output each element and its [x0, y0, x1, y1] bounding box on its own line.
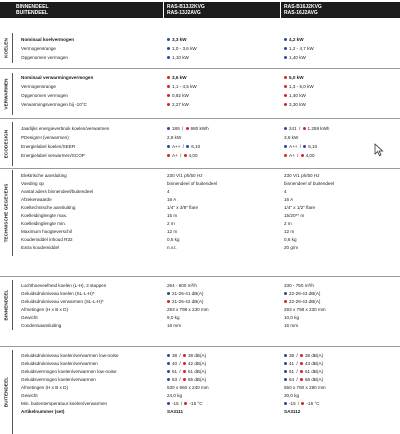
row-value-1: 15 m — [167, 213, 178, 218]
row-label: Artikelnummer (set) — [21, 409, 65, 414]
row-value-1: 1,10 kW — [167, 54, 189, 62]
heating-dot-icon — [186, 127, 189, 130]
table-row — [0, 236, 400, 244]
table-row — [0, 282, 400, 290]
table-row — [0, 228, 400, 236]
header-col1-line1: BINNENDEEL — [16, 4, 49, 10]
row-value-2: 64 / 66 dB(A) — [284, 376, 323, 384]
cooling-dot-icon — [167, 145, 170, 148]
row-value-1: 3,6 kW — [167, 74, 187, 82]
heating-dot-icon — [284, 154, 287, 157]
row-value-2: 2 m — [284, 221, 292, 226]
cooling-dot-icon — [303, 145, 306, 148]
table-row — [0, 45, 400, 53]
table-row — [0, 152, 400, 160]
table-row — [0, 134, 400, 142]
cooling-dot-icon — [284, 292, 287, 295]
cooling-dot-icon — [284, 56, 287, 59]
row-value-2: 5,0 kW — [284, 74, 304, 82]
table-row — [0, 360, 400, 368]
row-label: Geluidsdrukniveau koelen/verwarmen — [21, 361, 98, 366]
row-label: Verwarmingsvermogen bij -10°C — [21, 102, 87, 107]
row-value-2: 16 A — [284, 197, 294, 202]
row-value-2: A++ / 6,10 — [284, 143, 317, 151]
row-label: Gewicht — [21, 393, 38, 398]
row-value-1: 2 m — [167, 221, 175, 226]
cooling-dot-icon — [284, 402, 287, 405]
heating-dot-icon — [183, 370, 186, 373]
cooling-dot-icon — [167, 354, 170, 357]
row-value-1: 4 — [167, 189, 170, 194]
row-label: Nominaal verwarmingsvermogen — [21, 75, 94, 80]
row-value-2: 41 / 43 dB(A) — [284, 360, 323, 368]
row-value-1: 1,0 - 3,6 kW — [167, 45, 197, 53]
row-value-1: 24,0 kg — [167, 393, 183, 398]
row-value-1: 1,1 - 4,5 kW — [167, 83, 197, 91]
table-row — [0, 368, 400, 376]
row-label: Vermogensrange — [21, 84, 56, 89]
table-row — [0, 408, 400, 416]
table-row — [0, 125, 400, 133]
table-row — [0, 244, 400, 252]
section-technische-gegevens — [0, 170, 400, 256]
section-title: ECODESIGN — [3, 129, 9, 159]
section-binnendeel — [0, 280, 400, 330]
table-row — [0, 298, 400, 306]
row-value-2: binnendeel of buitendeel — [284, 181, 335, 186]
row-value-1: -15 / -15 °C — [167, 400, 203, 408]
row-value-2: 30,0 kg — [284, 393, 300, 398]
table-row — [0, 92, 400, 100]
section-title: BUITENDEEL — [3, 376, 9, 408]
heating-dot-icon — [183, 354, 186, 357]
header-separator — [280, 2, 281, 18]
cooling-dot-icon — [167, 38, 170, 41]
table-row — [0, 322, 400, 330]
cooling-dot-icon — [167, 47, 170, 50]
row-value-1: 530 x 660 x 240 mm — [167, 385, 209, 390]
row-value-1: 16 mm — [167, 323, 182, 328]
row-label: Afmetingen (H x B x D) — [21, 307, 68, 312]
heating-dot-icon — [303, 127, 306, 130]
row-label: Voeding op — [21, 181, 44, 186]
cooling-dot-icon — [167, 362, 170, 365]
row-value-1: 264 - 600 m³/h — [167, 283, 197, 288]
row-value-1: 230 V/1 ph/50 Hz — [167, 173, 203, 178]
heating-dot-icon — [284, 300, 287, 303]
row-label: Afmetingen (H x B x D) — [21, 385, 68, 390]
table-row — [0, 143, 400, 151]
cooling-dot-icon — [167, 378, 170, 381]
table-row — [0, 172, 400, 180]
section-divider — [0, 276, 400, 277]
mouse-pointer-icon — [374, 143, 384, 157]
row-label: Koelleidinglengte min. — [21, 221, 66, 226]
row-value-1: 0,92 kW — [167, 92, 189, 100]
row-value-2: SA3112 — [284, 409, 301, 414]
row-label: Maximum hoogteverschil — [21, 229, 72, 234]
section-koelen — [0, 33, 400, 63]
row-value-1: 3,3 kW — [167, 36, 187, 44]
row-label: Koudemiddel inhoud R32 — [21, 237, 73, 242]
table-row — [0, 314, 400, 322]
table-row — [0, 54, 400, 62]
heating-dot-icon — [301, 154, 304, 157]
header-separator — [163, 2, 164, 18]
header-col3-line2: RAS-16J2AVG — [284, 10, 318, 16]
row-value-2: 16 mm — [284, 323, 299, 328]
row-value-1: 16 A — [167, 197, 177, 202]
row-value-2: 10,0 kg — [284, 315, 300, 320]
row-value-1: 21-25-42 dB(A) — [167, 298, 203, 306]
table-header — [0, 2, 400, 18]
row-value-2: 15/20** m — [284, 213, 305, 218]
section-title: VERWARMEN — [3, 78, 9, 110]
row-value-2: 230 V/1 ph/50 Hz — [284, 173, 320, 178]
row-value-2: 3,30 kW — [284, 101, 306, 109]
row-label: Energielabel verwarmen/SCOP — [21, 153, 85, 158]
table-row — [0, 83, 400, 91]
row-label: Aantal aders binnendeel/buitendeel — [21, 189, 94, 194]
row-label: Gewicht — [21, 315, 38, 320]
row-value-2: 241 / 1.259 kWh — [284, 125, 329, 133]
row-value-1: 12 m — [167, 229, 178, 234]
table-row — [0, 290, 400, 298]
cooling-dot-icon — [167, 292, 170, 295]
row-value-2: 3,6 kW — [284, 135, 299, 140]
row-value-1: 38 / 38 dB(A) — [167, 352, 206, 360]
cooling-dot-icon — [167, 56, 170, 59]
row-label: Luchthoeveelheid koelen (L-H), 3 stappen — [21, 283, 107, 288]
header-col1-line2: BUITENDEEL — [16, 10, 48, 16]
row-label: Min. buitentemperatuur koelen/verwarmen — [21, 401, 108, 406]
row-label: Energielabel koelen/SEER — [21, 144, 76, 149]
row-value-2: 61 / 61 dB(A) — [284, 368, 323, 376]
row-label: Condensaansluiting — [21, 323, 62, 328]
row-label: Afzekerwaarde — [21, 197, 52, 202]
row-value-2: 1,2 - 4,7 kW — [284, 45, 314, 53]
heating-dot-icon — [167, 94, 170, 97]
table-row — [0, 212, 400, 220]
row-value-1: 61 / 61 dB(A) — [167, 368, 206, 376]
section-ecodesign — [0, 122, 400, 166]
section-divider — [0, 118, 400, 119]
row-value-2: 1,3 - 6,0 kW — [284, 83, 314, 91]
cooling-dot-icon — [186, 145, 189, 148]
row-value-2: 22-26-43 dB(A) — [284, 290, 320, 298]
row-value-2: 12 m — [284, 229, 295, 234]
row-value-1: SA3111 — [167, 409, 184, 414]
row-value-2: 22-26-43 dB(A) — [284, 298, 320, 306]
row-value-2: -15 / -15 °C — [284, 400, 320, 408]
heating-dot-icon — [301, 402, 304, 405]
row-label: Jaarlijks energieverbruik koelen/verwarmen — [21, 126, 110, 131]
row-value-1: A+ / 4,00 — [167, 152, 198, 160]
row-label: Koelleidinglengte max. — [21, 213, 68, 218]
table-row — [0, 384, 400, 392]
cooling-dot-icon — [284, 354, 287, 357]
section-verwarmen — [0, 73, 400, 115]
row-label: Geluidsvermogen koelen/verwarmen low-noise — [21, 369, 117, 374]
cooling-dot-icon — [284, 145, 287, 148]
row-value-1: 21-25-41 dB(A) — [167, 290, 203, 298]
header-model-1 — [167, 4, 205, 16]
row-label: Vermogensrange — [21, 46, 56, 51]
section-divider — [0, 168, 400, 169]
table-row — [0, 306, 400, 314]
heating-dot-icon — [284, 76, 287, 79]
heating-dot-icon — [167, 85, 170, 88]
row-label: Koeltechnische aansluiting — [21, 205, 76, 210]
heating-dot-icon — [284, 94, 287, 97]
header-col2-line1: RAS-B13J2KVG — [167, 4, 205, 10]
row-value-1: 63 / 65 dB(A) — [167, 376, 206, 384]
heating-dot-icon — [300, 362, 303, 365]
heating-dot-icon — [183, 362, 186, 365]
row-value-1: 9,0 kg — [167, 315, 180, 320]
row-value-2: 293 x 798 x 230 mm — [284, 307, 326, 312]
row-label: Geluidsdrukniveau koelen/verwarmen low-noise — [21, 353, 119, 358]
cooling-dot-icon — [167, 370, 170, 373]
table-row — [0, 352, 400, 360]
heating-dot-icon — [167, 300, 170, 303]
heating-dot-icon — [300, 354, 303, 357]
table-row — [0, 392, 400, 400]
row-value-2: 1,40 kW — [284, 54, 306, 62]
row-value-1: n.v.t. — [167, 245, 177, 250]
row-label: Opgenomen vermogen — [21, 55, 68, 60]
row-value-2: 0,6 kg — [284, 237, 297, 242]
section-title: KOELEN — [3, 38, 9, 58]
cooling-dot-icon — [284, 127, 287, 130]
table-row — [0, 400, 400, 408]
table-row — [0, 204, 400, 212]
row-value-1: 2,8 kW — [167, 135, 182, 140]
header-col2-line2: RAS-13J2AVG — [167, 10, 201, 16]
heating-dot-icon — [300, 370, 303, 373]
section-title: BINNENDEEL — [3, 289, 9, 321]
heating-dot-icon — [167, 76, 170, 79]
heating-dot-icon — [183, 378, 186, 381]
heating-dot-icon — [167, 154, 170, 157]
row-label: Nominaal koelvermogen — [21, 37, 75, 42]
section-title: TECHNISCHE GEGEVENS — [3, 183, 9, 243]
row-label: PDesignH (verwarmen) — [21, 135, 69, 140]
header-col3-line1: RAS-B16J2KVG — [284, 4, 322, 10]
cooling-dot-icon — [284, 47, 287, 50]
row-value-1: 1/4" x 3/8" flare — [167, 205, 199, 210]
heating-dot-icon — [184, 154, 187, 157]
cooling-dot-icon — [167, 402, 170, 405]
table-row — [0, 180, 400, 188]
table-row — [0, 36, 400, 44]
cooling-dot-icon — [284, 378, 287, 381]
row-value-1: 2,27 kW — [167, 101, 189, 109]
table-row — [0, 101, 400, 109]
row-value-2: A+ / 4,00 — [284, 152, 315, 160]
header-unit-labels — [16, 4, 49, 16]
row-value-2: 550 x 780 x 290 mm — [284, 385, 326, 390]
cooling-dot-icon — [284, 370, 287, 373]
heating-dot-icon — [184, 402, 187, 405]
row-value-2: 4 — [284, 189, 287, 194]
cooling-dot-icon — [284, 362, 287, 365]
cooling-dot-icon — [167, 127, 170, 130]
table-row — [0, 376, 400, 384]
section-buitendeel — [0, 350, 400, 434]
heating-dot-icon — [284, 103, 287, 106]
table-row — [0, 74, 400, 82]
table-row — [0, 196, 400, 204]
section-divider — [0, 346, 400, 347]
row-label: Extra koudemiddel — [21, 245, 60, 250]
row-value-1: 189 / 980 kWh — [167, 125, 209, 133]
row-value-2: 38 / 38 dB(A) — [284, 352, 323, 360]
header-model-2 — [284, 4, 322, 16]
section-divider — [0, 68, 400, 69]
row-value-2: 1,40 kW — [284, 92, 306, 100]
row-value-1: A++ / 6,10 — [167, 143, 200, 151]
row-label: Opgenomen vermogen — [21, 93, 68, 98]
row-value-1: 293 x 798 x 230 mm — [167, 307, 209, 312]
row-label: Geluidsvermogen koelen/verwarmen — [21, 377, 96, 382]
row-value-1: 0,5 kg — [167, 237, 180, 242]
row-label: Geluidsdrukniveau verwarmen (SL-L-H)* — [21, 299, 104, 304]
row-value-2: 1/4" x 1/2" flare — [284, 205, 316, 210]
row-label: Elektrische aansluiting — [21, 173, 67, 178]
table-row — [0, 220, 400, 228]
heating-dot-icon — [300, 378, 303, 381]
row-value-2: 4,2 kW — [284, 36, 304, 44]
table-row — [0, 188, 400, 196]
row-value-1: 40 / 42 dB(A) — [167, 360, 206, 368]
row-value-2: 20 g/m — [284, 245, 299, 250]
row-label: Geluidsdrukniveau koelen (SL-L-H)* — [21, 291, 95, 296]
cooling-dot-icon — [284, 38, 287, 41]
heating-dot-icon — [284, 85, 287, 88]
row-value-1: binnendeel of buitendeel — [167, 181, 218, 186]
row-value-2: 330 - 750 m³/h — [284, 283, 314, 288]
heating-dot-icon — [167, 103, 170, 106]
